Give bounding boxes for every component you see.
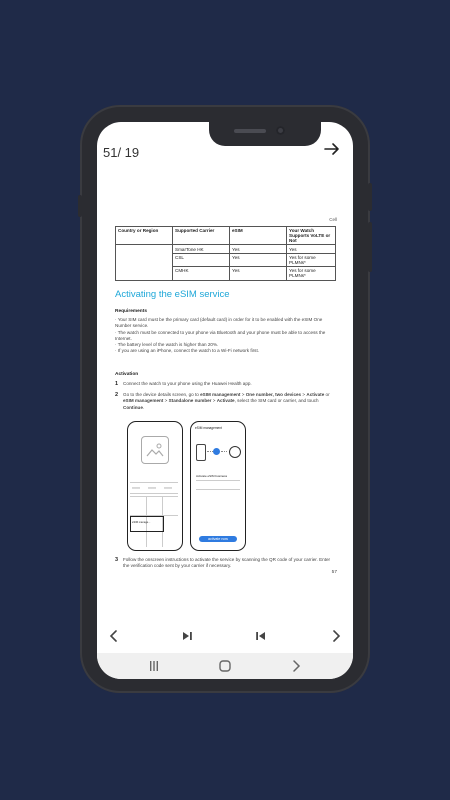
carrier-table — [115, 226, 336, 281]
document-page — [115, 217, 337, 679]
mock-activate-title: Activate eSIM business — [196, 474, 228, 478]
mock-header: eSIM management — [195, 426, 222, 430]
mock-grid — [130, 496, 178, 547]
phone-side-button — [368, 222, 372, 272]
table-cell: CMHK — [173, 267, 230, 280]
requirements-list — [115, 317, 337, 355]
esim-entry: eSIM manage... — [130, 516, 164, 532]
mock-row: XXXX XXXX XXXX — [130, 482, 178, 494]
table-header: Supported Carrier — [173, 227, 230, 245]
image-placeholder — [141, 436, 169, 464]
list-item: · Your SIM card must be the primary card (default card) in order for it to be enabled with the eSIM One Number service. — [115, 317, 323, 329]
reader-nav-bar — [97, 624, 353, 648]
home-icon[interactable] — [218, 659, 232, 673]
table-cell: SmarTone HK — [173, 245, 230, 253]
activation-heading: Activation — [115, 372, 139, 377]
mock-dots — [221, 451, 227, 452]
step-3: 3 Follow the onscreen instructions to activate the service by scanning the QR code of your carrier. Enter the verification code sent by your carrier if necessary. — [115, 557, 331, 569]
table-cell — [116, 245, 173, 280]
page-indicator: 51/ 19 — [103, 145, 140, 160]
table-cell: CSL — [173, 253, 230, 266]
mock-watch-outline — [229, 446, 241, 458]
table-header: eSIM — [230, 227, 287, 245]
speaker-grille — [234, 129, 266, 133]
list-item: · The watch must be connected to your phone via Bluetooth and your phone must be able to access the Internet. — [115, 329, 326, 341]
page-number: 57 — [331, 570, 337, 575]
chevron-left-icon[interactable] — [107, 629, 121, 643]
header-tag: Cell — [329, 217, 337, 222]
table-cell: Yes — [230, 267, 287, 280]
table-header: Your Watch Supports VoLTE or Not — [287, 227, 336, 245]
step-1: 1 Connect the watch to your phone using the Huawei Health app. — [115, 381, 252, 387]
mock-text-lines — [196, 480, 240, 490]
arrow-right-icon[interactable] — [323, 140, 341, 158]
skip-next-icon[interactable] — [180, 629, 194, 643]
mock-phone-outline — [196, 444, 206, 461]
front-camera — [276, 126, 285, 135]
section-title: Activating the eSIM service — [115, 289, 230, 300]
phone-illustration-right — [190, 421, 246, 551]
system-navigation-bar — [97, 653, 353, 679]
phone-illustration-left — [127, 421, 183, 551]
table-cell: Yes — [230, 245, 287, 253]
table-header: Country or Region — [116, 227, 173, 245]
skip-previous-icon[interactable] — [254, 629, 268, 643]
step-2: 2 Go to the device details screen, go to eSIM management > One number, two devices > Activate or eSIM management > Standalone number > Activate, select the SIM card or carrier, and touch Continue. — [115, 392, 330, 410]
image-icon — [142, 437, 168, 463]
mock-activate-button: activate now — [199, 536, 237, 542]
table-cell: Yes — [230, 253, 287, 266]
recent-apps-icon[interactable] — [147, 659, 161, 673]
mock-blue-dot — [213, 448, 220, 455]
phone-side-button — [78, 195, 82, 217]
back-icon[interactable] — [289, 659, 303, 673]
phone-side-button — [368, 183, 372, 211]
requirements-heading: Requirements — [115, 309, 147, 314]
table-cell: Yes for some PLMNs* — [287, 253, 336, 266]
table-row — [116, 245, 336, 253]
notch — [209, 122, 321, 146]
list-item: · The battery level of the watch is higher than 20%. — [115, 342, 219, 348]
list-item: · If you are using an iPhone, connect the watch to a Wi-Fi network first. — [115, 348, 260, 354]
table-cell: Yes — [287, 245, 336, 253]
chevron-right-icon[interactable] — [329, 629, 343, 643]
table-cell: Yes for some PLMNs* — [287, 267, 336, 280]
phone-screen — [97, 122, 353, 679]
